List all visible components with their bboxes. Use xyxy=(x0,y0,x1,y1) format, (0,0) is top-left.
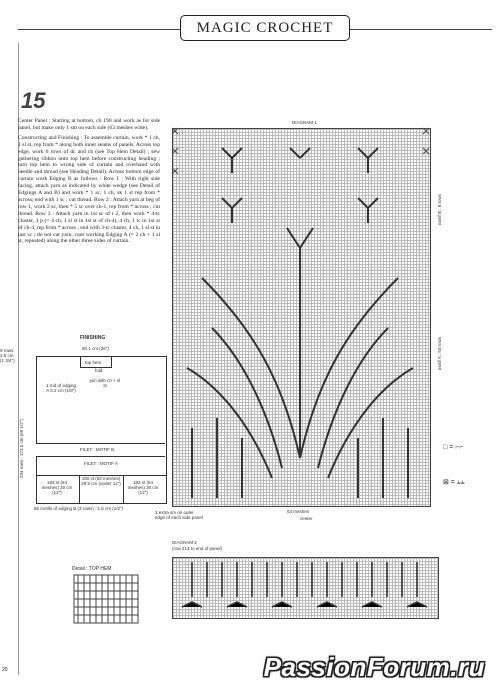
header-rule-right xyxy=(349,29,492,30)
diagram2-motif xyxy=(172,557,437,617)
legend-symbol-1: □ = ⌐⌐ xyxy=(443,444,464,451)
instructions-center-panel: Center Panel : Starting at bottom, ch 190 and work as for side panel, but make only 1 sm on each side (63 meshes wide). xyxy=(18,118,160,131)
fold-label: fold xyxy=(95,368,103,373)
col-left-label: 183 st (64 meshes) 30 cm (12") xyxy=(41,480,73,495)
magazine-title: MAGIC CROCHET xyxy=(196,19,334,36)
watermark: PassionForum.ru xyxy=(263,652,485,682)
col-center-label: 190 st (63 meshes) 29.5 cm (under 12") xyxy=(81,476,121,486)
finishing-top-rows: 9 rows: 3.5 cm (1 3/4") xyxy=(0,348,15,363)
page-number: 20 xyxy=(2,667,8,673)
diagram1-width-label: 63 meshes xyxy=(287,509,310,514)
motif-a-label: FILET : MOTIF A xyxy=(84,461,118,466)
top-hem-label: top hem xyxy=(85,360,102,365)
diagram1-center-label: center xyxy=(300,516,313,521)
magazine-header xyxy=(180,15,350,41)
diagram1-title: DIAGRAM 1 xyxy=(292,120,317,125)
diagram2-subtitle: (row 214 to end of panel) xyxy=(172,546,223,551)
detail-top-hem-title: Detail : TOP HEM xyxy=(72,566,112,572)
finishing-total-rows: 234 rows : 173.5 cm (69 1/2") xyxy=(19,419,24,478)
diagram2-title: DIAGRAM 2 xyxy=(172,540,197,545)
motif-b-rows-label: motif B : 8 rows xyxy=(437,193,442,225)
legend-symbol-2: ⊠ = ⫨⫨ xyxy=(443,479,465,486)
edging-b-label: 56 motifs of edging B (3 rows) : 1.5 cm (1/2") xyxy=(34,506,124,511)
motif-a-rows-label: motif A : 93 rows xyxy=(437,336,442,370)
motif-b-label: FILET : MOTIF B xyxy=(80,447,115,452)
join-label: join with ch + sl st xyxy=(89,378,121,388)
instructions-finishing: Constructing and Finishing : To assemble curtain, work * 1 ch, 1 sl st, rep from * along both inner seams of panels. Across top edge, work 6 rows of dc and ch (see Top Hem Detail) ; sew gathering ribbon onto top hem before constructing heading ; turn top hem to wrong side of curtain and overhand with needle and thread (see Heading Detail). Across bottom edge of curtain work Edging B as follows : Row 1 : With right side facing, attach yarn as indicated by white wedge (see Detail of Edgings A and B) and work * 1 sc, 1 ch, sk 1 st rep from * across; end with 1 sc ; cut thread. Row 2 : Attach yarn at beg of row 1, work 2 sc, then * 5 sc over ch-1, rep from * across ; cut thread. Row 3 : Attach yarn in 1st sc of r 2, then work * 4-tc cluster, 1 p (= 4 ch, 1 sl st in 1st st of ch-4), 4 ch, 1 tc in 1st st of ch-4, rep from * across ; end with 3-tc cluster, 4 ch, 1 sl st in last sc ; do not cut yarn, cont working Edging A (= 2 ch + 1 sl st, repeated) along the other three sides of curtain. xyxy=(18,134,160,245)
finishing-title: FINISHING xyxy=(80,335,106,341)
diagram1-motif xyxy=(172,128,429,505)
top-hem-detail-drawing xyxy=(74,575,144,625)
col-right-label: 183 st (64 meshes) 30 cm (12") xyxy=(127,480,159,495)
finishing-width: 90.1 cm (36") xyxy=(82,346,109,351)
header-rule-left xyxy=(18,29,180,30)
pattern-number: 15 xyxy=(21,88,46,113)
edging-a-label: 1 rnd of edging A 0.2 cm (1/8") xyxy=(45,383,77,393)
diagram1-outer-note: 1 extra sm on outer edge of each side panel xyxy=(155,510,203,520)
instructions-text xyxy=(18,118,160,248)
